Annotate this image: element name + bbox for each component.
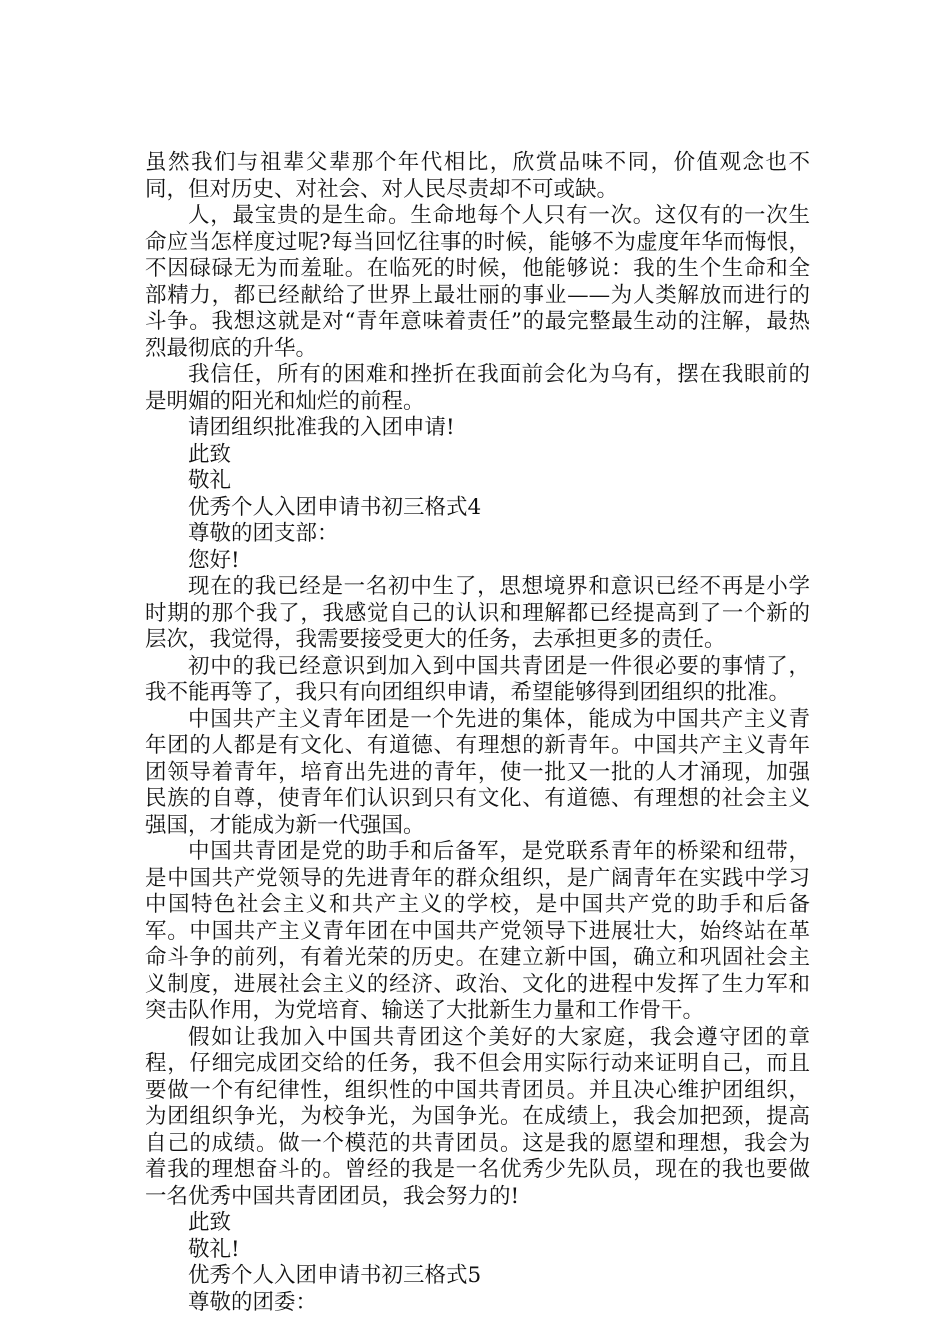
closing-line: 此致	[188, 441, 232, 467]
section-title: 优秀个人入团申请书初三格式4	[188, 494, 482, 520]
section-title: 优秀个人入团申请书初三格式5	[188, 1263, 482, 1288]
paragraph: 虽然我们与祖辈父辈那个年代相比，欣赏品味不同，价值观念也不同，但对历史、对社会、对人民尽责却不可或缺。	[145, 150, 810, 202]
document-body	[145, 150, 810, 1316]
greeting: 您好!	[188, 547, 240, 573]
paragraph: 假如让我加入中国共青团这个美好的大家庭，我会遵守团的章程，仔细完成团交给的任务，我不但会用实际行动来证明自己，而且要做一个有纪律性，组织性的中国共青团员。并且决心维护团组织，为团组织争光，为校争光，为国争光。在成绩上，我会加把颈，提高自己的成绩。做一个模范的共青团员。这是我的愿望和理想，我会为着我的理想奋斗的。曾经的我是一名优秀少先队员，现在的我也要做一名优秀中国共青团团员，我会努力的!	[145, 1024, 810, 1209]
closing-salute: 敬礼!	[188, 1236, 240, 1262]
paragraph: 现在的我已经是一名初中生了，思想境界和意识已经不再是小学时期的那个我了，我感觉自己的认识和理解都已经提高到了一个新的层次，我觉得，我需要接受更大的任务，去承担更多的责任。	[145, 574, 810, 652]
paragraph: 中国共青团是党的助手和后备军，是党联系青年的桥梁和纽带，是中国共产党领导的先进青年的群众组织，是广阔青年在实践中学习中国特色社会主义和共产主义的学校，是中国共产党的助手和后备军。中国共产主义青年团在中国共产党领导下进展壮大，始终站在革命斗争的前列，有着光荣的历史。在建立新中国，确立和巩固社会主义制度，进展社会主义的经济、政治、文化的进程中发挥了生力军和突击队作用，为党培育、输送了大批新生力量和工作骨干。	[145, 839, 810, 1023]
salutation: 尊敬的团委：	[188, 1289, 318, 1315]
paragraph: 我信任，所有的困难和挫折在我面前会化为乌有，摆在我眼前的是明媚的阳光和灿烂的前程。	[145, 362, 810, 414]
paragraph: 请团组织批准我的入团申请!	[188, 415, 455, 440]
closing-line: 此致	[188, 1210, 232, 1235]
paragraph: 初中的我已经意识到加入到中国共青团是一件很必要的事情了，我不能再等了，我只有向团组织申请，希望能够得到团组织的批准。	[145, 653, 810, 705]
salutation: 尊敬的团支部：	[188, 521, 339, 546]
closing-salute: 敬礼	[188, 468, 232, 493]
paragraph: 中国共产主义青年团是一个先进的集体，能成为中国共产主义青年团的人都是有文化、有道德、有理想的新青年。中国共产主义青年团领导着青年，培育出先进的青年，使一批又一批的人才涌现，加强民族的自尊，使青年们认识到只有文化、有道德、有理想的社会主义强国，才能成为新一代强国。	[145, 706, 810, 838]
paragraph: 人，最宝贵的是生命。生命地每个人只有一次。这仅有的一次生命应当怎样度过呢?每当回忆往事的时候，能够不为虚度年华而悔恨，不因碌碌无为而羞耻。在临死的时候，他能够说：我的生个生命和全部精力，都已经献给了世界上最壮丽的事业——为人类解放而进行的斗争。我想这就是对“青年意味着责任”的最完整最生动的注解，最热烈最彻底的升华。	[145, 203, 810, 361]
